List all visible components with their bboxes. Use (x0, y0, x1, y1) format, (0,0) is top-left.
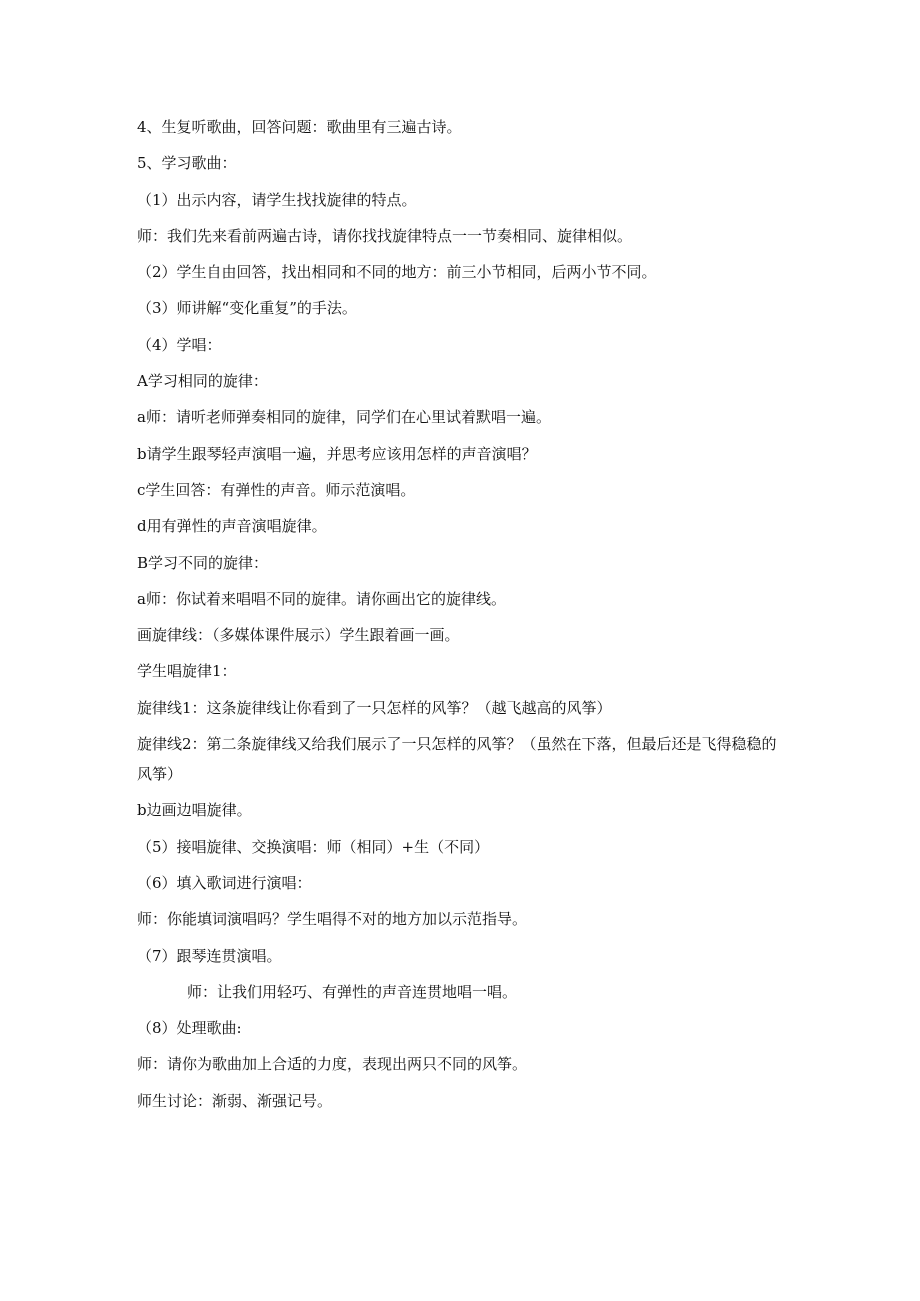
paragraph-teacher-1: 师：我们先来看前两遍古诗，请你找找旋律特点一一节奏相同、旋律相似。 (137, 226, 633, 245)
paragraph-draw-melody-line: 画旋律线：（多媒体课件展示）学生跟着画一画。 (137, 626, 460, 645)
paragraph-discussion: 师生讨论：渐弱、渐强记号。 (137, 1091, 333, 1110)
paragraph-substep-7: （7）跟琴连贯演唱。 (137, 946, 282, 965)
paragraph-substep-2: （2）学生自由回答，找出相同和不同的地方：前三小节相同，后两小节不同。 (137, 263, 657, 282)
paragraph-a-item-d: d用有弹性的声音演唱旋律。 (137, 517, 327, 536)
paragraph-melody-line-1: 旋律线1：这条旋律线让你看到了一只怎样的风筝？（越飞越高的风筝） (137, 698, 612, 717)
document-body (137, 112, 787, 1122)
paragraph-teacher-3: 师：让我们用轻巧、有弹性的声音连贯地唱一唱。 (187, 982, 518, 1001)
paragraph-substep-3: （3）师讲解“变化重复”的手法。 (137, 299, 357, 318)
paragraph-step-4: 4、生复听歌曲，回答问题：歌曲里有三遍古诗。 (137, 118, 462, 136)
paragraph-step-5: 5、学习歌曲： (137, 154, 237, 173)
paragraph-substep-4: （4）学唱： (137, 335, 222, 354)
paragraph-teacher-2: 师：你能填词演唱吗？学生唱得不对的地方加以示范指导。 (137, 910, 528, 929)
paragraph-substep-6: （6）填入歌词进行演唱： (137, 873, 312, 892)
paragraph-substep-1: （1）出示内容，请学生找找旋律的特点。 (137, 190, 417, 209)
paragraph-substep-5: （5）接唱旋律、交换演唱：师（相同）+生（不同） (137, 837, 490, 856)
paragraph-melody-line-2: 旋律线2：第二条旋律线又给我们展示了一只怎样的风筝？（虽然在下落，但最后还是飞得稳稳的风筝） (137, 735, 777, 784)
paragraph-a-item-b: b请学生跟琴轻声演唱一遍，并思考应该用怎样的声音演唱？ (137, 444, 537, 463)
paragraph-b-item-b: b边画边唱旋律。 (137, 801, 252, 820)
paragraph-section-a: A学习相同的旋律： (137, 372, 268, 391)
paragraph-teacher-4: 师：请你为歌曲加上合适的力度，表现出两只不同的风筝。 (137, 1055, 528, 1074)
paragraph-student-sing: 学生唱旋律1： (137, 662, 237, 681)
paragraph-section-b: B学习不同的旋律： (137, 553, 269, 572)
paragraph-b-item-a: a师：你试着来唱唱不同的旋律。请你画出它的旋律线。 (137, 589, 506, 608)
paragraph-substep-8: （8）处理歌曲: (137, 1019, 242, 1038)
paragraph-a-item-a: a师：请听老师弹奏相同的旋律，同学们在心里试着默唱一遍。 (137, 408, 551, 427)
paragraph-a-item-c: c学生回答：有弹性的声音。师示范演唱。 (137, 480, 416, 499)
